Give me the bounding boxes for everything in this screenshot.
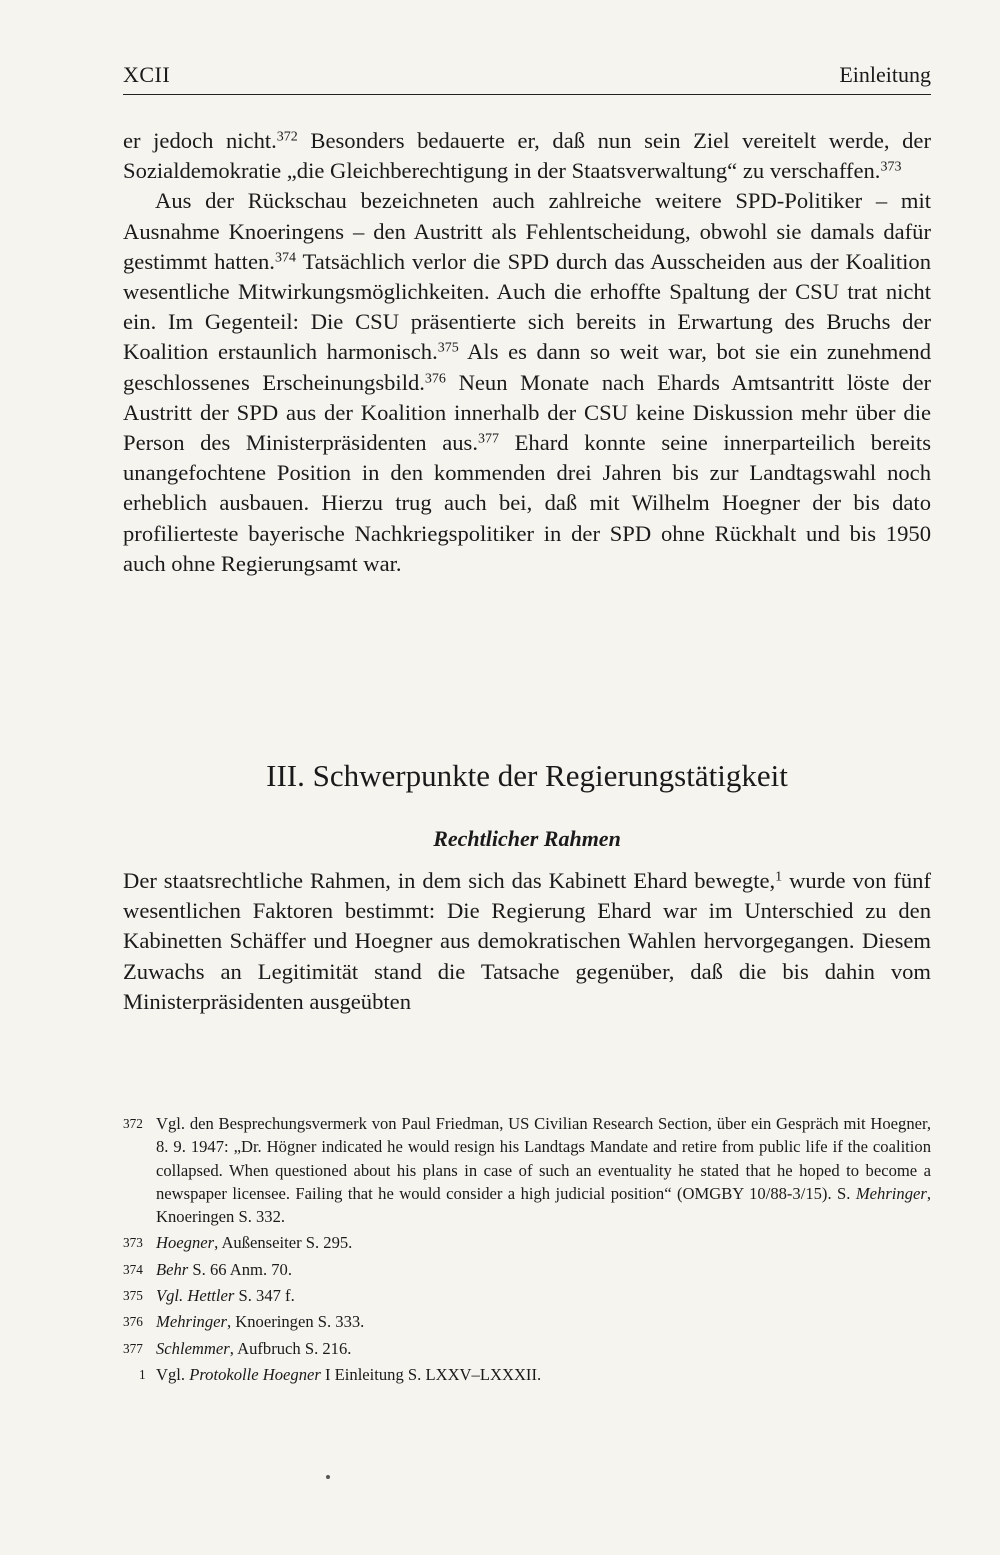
footnote-ref: 376 (424, 370, 446, 386)
paragraph-1 (123, 126, 931, 186)
footnote-text: S. 347 f. (234, 1286, 295, 1306)
footnote-text: , Aufbruch S. 216. (229, 1338, 352, 1358)
footnote (123, 1112, 931, 1228)
footnote-ref: 372 (276, 129, 298, 145)
text-run: Aus der Rückschau bezeichneten auch zahlreiche weitere SPD-Politiker – mit Ausnahme Knoeringens – den Austritt als Fehlentscheidung, obwohl sie damals dafür gestimmt hatten. (123, 188, 931, 274)
footnote-number: 374 (123, 1261, 143, 1277)
footnote-author: Mehringer (156, 1312, 227, 1332)
footnote-ref: 1 (775, 869, 783, 885)
subheading: Rechtlicher Rahmen (433, 826, 621, 851)
footnote-text: , Außenseiter S. 295. (214, 1233, 353, 1253)
text-run: er jedoch nicht. (123, 128, 277, 153)
footnotes (123, 1112, 931, 1389)
footnote (123, 1337, 931, 1360)
text-run: Der staatsrechtliche Rahmen, in dem sich das Kabinett Ehard bewegte, (123, 868, 776, 893)
footnote-number: 376 (123, 1314, 143, 1330)
footnote-text: Vgl. (156, 1364, 190, 1384)
section-heading: III. Schwerpunkte der Regierungstätigkeit (266, 758, 788, 793)
footnote-author: Behr (156, 1259, 189, 1279)
footnote (123, 1231, 931, 1254)
footnote-text: S. 66 Anm. 70. (188, 1259, 292, 1279)
footnote-source: Protokolle Hoegner (189, 1364, 321, 1384)
paragraph-2 (123, 186, 931, 579)
text-run: Tatsächlich verlor die SPD durch das Ausscheiden aus der Koalition wesentliche Mitwirkungsmöglichkeiten. Auch die erhoffte Spaltung der CSU trat nicht ein. Im Gegenteil: Die CSU präsentierte sich bereits in Erwartung des Bruchs der Koalition erstaunlich harmonisch. (123, 248, 931, 365)
footnote-ref: 374 (274, 250, 296, 266)
footnote (123, 1284, 931, 1307)
footnote-author: Vgl. Hettler (156, 1286, 235, 1306)
footnote-text: I Einleitung S. LXXV–LXXXII. (320, 1364, 542, 1384)
print-speck (326, 1475, 330, 1479)
footnote-text: , Knoeringen S. 332. (156, 1183, 931, 1227)
footnote (123, 1310, 931, 1333)
text-run: wurde von fünf wesentlichen Faktoren bestimmt: Die Regierung Ehard war im Unterschied zu den Kabinetten Schäffer und Hoegner aus demokratischen Wahlen hervorgegangen. Diesem Zuwachs an Legitimität stand die Tatsache gegenüber, daß die bis dahin vom Ministerpräsidenten ausgeübten (123, 868, 931, 1014)
footnote-number: 373 (123, 1235, 143, 1251)
page-number: XCII (123, 62, 171, 87)
body-text-part2 (123, 866, 931, 1017)
footnote-ref: 373 (880, 159, 902, 175)
footnote-number: 1 (139, 1366, 146, 1382)
footnote-number: 375 (123, 1288, 143, 1304)
text-run: Neun Monate nach Ehards Amtsantritt löste der Austritt der SPD aus der Koalition innerhalb der CSU keine Diskussion mehr über die Person des Ministerpräsidenten aus. (123, 369, 931, 456)
text-run: Besonders bedauerte er, daß nun sein Ziel vereitelt werde, der Sozialdemokratie „die Gleichberechtigung in der Staatsverwaltung“ zu verschaffen. (123, 128, 931, 184)
footnote-text: , Knoeringen S. 333. (226, 1312, 365, 1332)
footnote-ref: 375 (437, 340, 459, 356)
footnote-text: Vgl. den Besprechungsvermerk von Paul Friedman, US Civilian Research Section, über ein Gespräch mit Hoegner, 8. 9. 1947: „Dr. Högner indicated he would resign his Landtags Mandate and retire from public life if the coalition collapsed. When questioned about his plans in case of such an eventuality he stated that he hoped to become a newspaper licensee. Failing that he would consider a high judicial position“ (OMGBY 10/88-3/15). S. (156, 1114, 931, 1203)
footnote-ref: 377 (478, 431, 499, 447)
footnote-author: Hoegner (156, 1233, 215, 1253)
footnote (123, 1258, 931, 1281)
footnote-number: 372 (123, 1116, 143, 1131)
footnote-author: Mehringer (855, 1183, 927, 1203)
paragraph-3 (123, 866, 931, 1017)
footnote-number: 377 (123, 1340, 143, 1356)
text-run: Als es dann so weit war, bot sie ein zunehmend geschlossenes Erscheinungsbild. (123, 339, 931, 395)
running-title: Einleitung (839, 62, 931, 87)
running-head (123, 58, 931, 95)
footnote (123, 1363, 931, 1386)
body-text-part1 (123, 126, 931, 579)
footnote-author: Schlemmer (156, 1338, 230, 1358)
text-run: Ehard konnte seine innerparteilich bereits unangefochtene Position in den kommenden drei Jahren bis zur Landtagswahl noch erheblich ausbauen. Hierzu trug auch bei, daß mit Wilhelm Hoegner der bis dato profilierteste bayerische Nachkriegspolitiker in der SPD ohne Rückhalt und bis 1950 auch ohne Regierungsamt war. (123, 430, 931, 576)
